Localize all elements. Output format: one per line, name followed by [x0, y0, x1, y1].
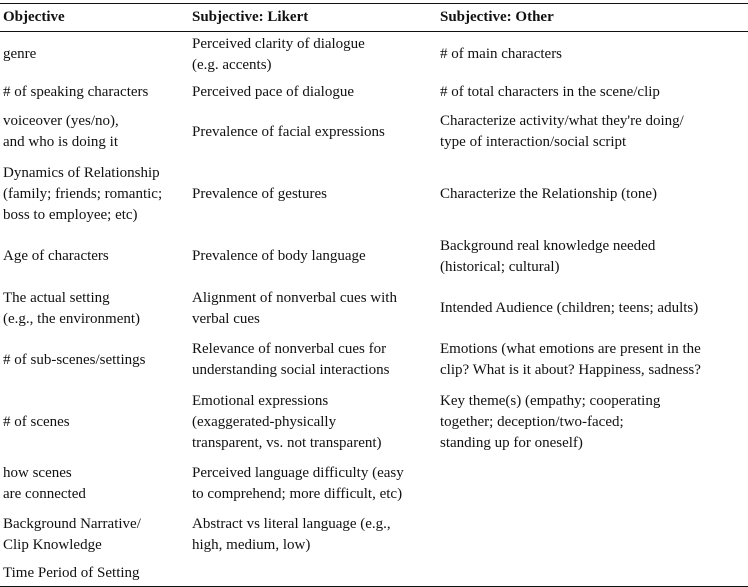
cell-objective: # of speaking characters	[3, 83, 149, 100]
table-row	[0, 459, 748, 510]
cell-objective: The actual setting (e.g., the environment)	[3, 289, 141, 327]
table-row	[0, 78, 748, 107]
cell-other	[437, 459, 748, 510]
table-row	[0, 283, 748, 335]
table-row	[0, 231, 748, 283]
cell-likert	[189, 561, 437, 587]
cell-other: Intended Audience (children; teens; adults)	[440, 300, 699, 316]
table-row	[0, 107, 748, 158]
table-row	[0, 32, 748, 78]
cell-objective: # of scenes	[3, 413, 70, 430]
cell-other: Emotions (what emotions are present in the clip? What is it about? Happiness, sadness?	[440, 341, 701, 378]
cell-other: # of main characters	[440, 46, 563, 63]
cell-objective: Background Narrative/ Clip Knowledge	[3, 516, 141, 553]
cell-other: Background real knowledge needed (historical; cultural)	[440, 237, 656, 275]
cell-likert: Relevance of nonverbal cues for understanding social interactions	[192, 341, 390, 378]
cell-other	[437, 561, 748, 587]
cell-likert: Prevalence of gestures	[192, 185, 327, 202]
cell-objective: voiceover (yes/no), and who is doing it	[3, 113, 119, 150]
header-subjective-other: Subjective: Other	[440, 9, 554, 25]
cell-objective: # of sub-scenes/settings	[3, 351, 146, 368]
table-row	[0, 510, 748, 561]
cell-other: # of total characters in the scene/clip	[440, 83, 660, 100]
cell-other: Characterize the Relationship (tone)	[440, 185, 657, 202]
cell-objective: Dynamics of Relationship (family; friends; romantic; boss to employee; etc)	[3, 164, 163, 223]
cell-likert: Perceived language difficulty (easy to comprehend; more difficult, etc)	[192, 465, 404, 502]
table-row	[0, 158, 748, 231]
header-objective: Objective	[3, 9, 65, 25]
table-row	[0, 335, 748, 386]
table-row	[0, 386, 748, 459]
cell-likert: Emotional expressions (exaggerated-physically transparent, vs. not transparent)	[192, 392, 382, 451]
cell-likert: Perceived pace of dialogue	[192, 83, 355, 100]
cell-objective: how scenes are connected	[3, 465, 86, 502]
cell-likert: Prevalence of facial expressions	[192, 123, 385, 140]
cell-objective: Age of characters	[3, 248, 109, 264]
cell-other: Characterize activity/what they're doing/ type of interaction/social script	[440, 113, 684, 150]
cell-likert: Alignment of nonverbal cues with verbal cues	[192, 289, 397, 327]
cell-objective: genre	[3, 46, 37, 63]
cell-likert: Perceived clarity of dialogue (e.g. accents)	[192, 35, 365, 73]
table-row	[0, 561, 748, 587]
cell-objective: Time Period of Setting	[3, 564, 140, 581]
features-table	[0, 3, 748, 587]
cell-likert: Prevalence of body language	[192, 248, 366, 264]
cell-other	[437, 510, 748, 561]
header-row	[0, 4, 748, 32]
header-subjective-likert: Subjective: Likert	[192, 9, 309, 25]
cell-other: Key theme(s) (empathy; cooperating together; deception/two-faced; standing up for oneself)	[440, 392, 661, 451]
cell-likert: Abstract vs literal language (e.g., high, medium, low)	[192, 516, 391, 553]
